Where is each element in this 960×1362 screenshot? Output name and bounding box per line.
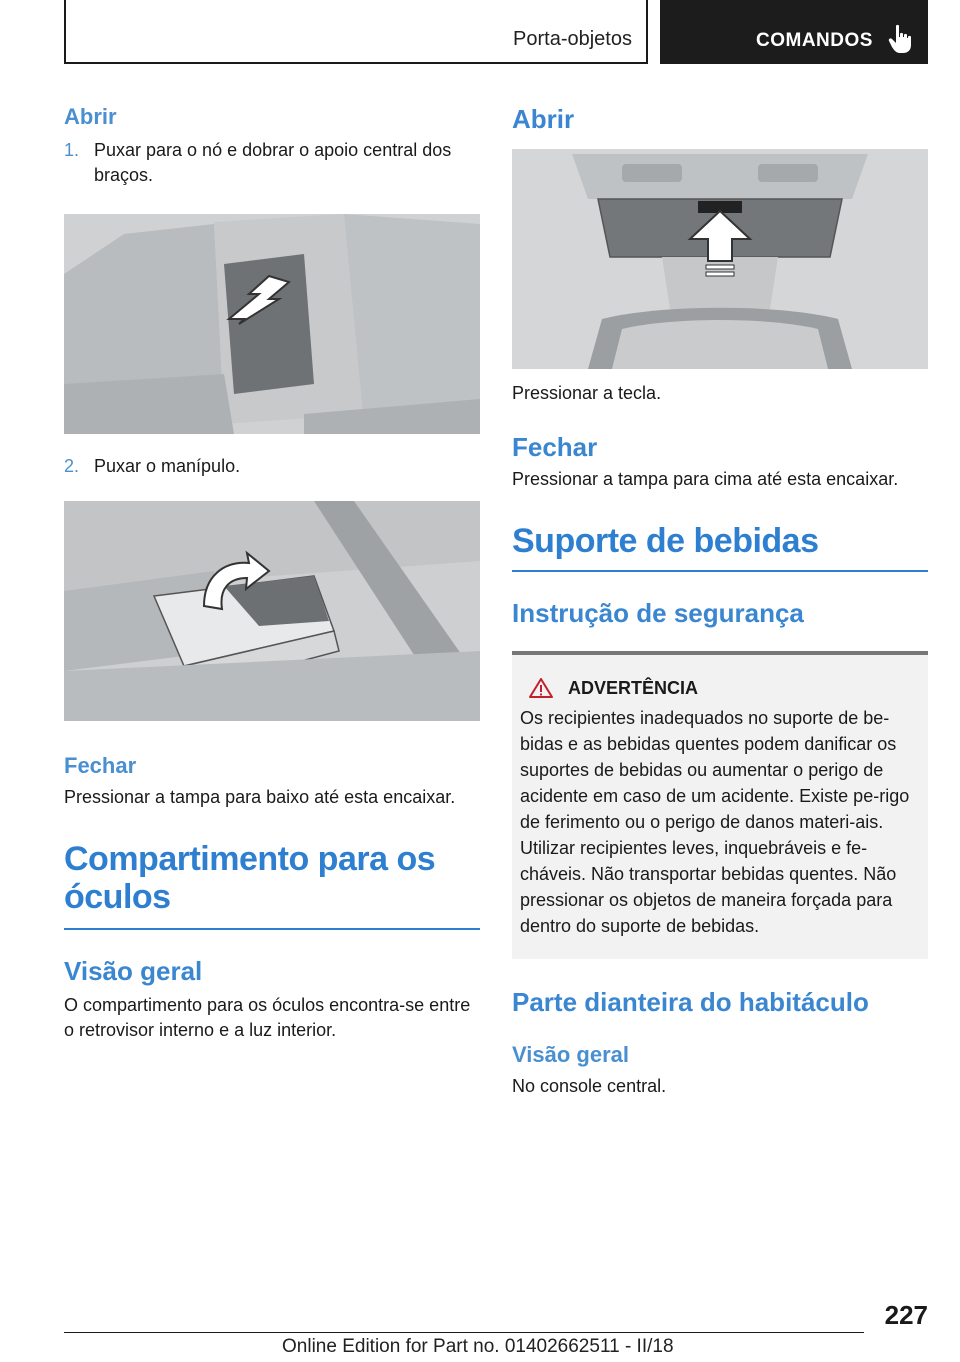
open-heading-left: Abrir (64, 104, 117, 129)
overview-text-right: No console central. (512, 1076, 667, 1096)
step-text: Puxar para o nó e dobrar o apoio central dos braços. (94, 140, 452, 185)
step-1 (64, 138, 480, 188)
warning-title-row (528, 677, 920, 699)
cup-holder-heading: Suporte de bebidas (512, 522, 819, 560)
step-number: 2. (64, 456, 80, 476)
close-text-left: Pressionar a tampa para baixo até esta encaixar. (64, 787, 456, 807)
warning-triangle-icon (528, 677, 554, 699)
heading-rule (512, 570, 928, 572)
glasses-compartment-photo (512, 149, 928, 369)
pointing-hand-icon (888, 24, 914, 54)
open-heading-right: Abrir (512, 104, 575, 134)
step-text: Puxar o manípulo. (94, 456, 241, 476)
warning-title: ADVERTÊNCIA (568, 677, 699, 698)
warning-box (512, 651, 928, 959)
header-section-box (64, 0, 648, 64)
overview-heading-right: Visão geral (512, 1042, 629, 1067)
warning-text: Os recipientes inadequados no suporte de be-bidas e as bebidas quentes podem danificar os suportes de bebidas ou aumentar o perigo de acidente em caso de um acidente. Existe pe-rigo de ferimento ou o perigo de danos materi-ais. Utilizar recipientes leves, inquebráveis e fe-cháveis. Não transportar bebidas quentes. Não pressionar os objetos de maneira forçada para dentro do suporte de bebidas. (520, 708, 910, 936)
page-number: 227 (884, 1300, 928, 1330)
open-caption-right: Pressionar a tecla. (512, 383, 662, 403)
handle-pull-photo (64, 501, 480, 721)
right-column (512, 96, 928, 1099)
front-cabin-heading: Parte dianteira do habitáculo (512, 987, 869, 1017)
step-number: 1. (64, 140, 80, 160)
heading-rule (64, 928, 480, 930)
glasses-compartment-heading: Compartimento para os óculos (64, 840, 436, 916)
page-header (64, 0, 928, 66)
close-text-right: Pressionar a tampa para cima até esta encaixar. (512, 469, 899, 489)
close-heading-left: Fechar (64, 753, 137, 778)
armrest-fold-photo (64, 214, 480, 434)
header-chapter-box (660, 0, 928, 64)
step-2 (64, 454, 480, 479)
overview-heading-left: Visão geral (64, 956, 203, 986)
safety-heading: Instrução de segurança (512, 598, 804, 628)
header-section-title: Porta-objetos (513, 28, 632, 50)
overview-text-left: O compartimento para os óculos encontra-se entre o retrovisor interno e a luz interior. (64, 995, 471, 1040)
footer-rule (64, 1332, 864, 1333)
left-column (64, 96, 480, 1043)
close-heading-right: Fechar (512, 432, 598, 462)
footer-edition: Online Edition for Part no. 01402662511 - II/18 (282, 1336, 674, 1357)
header-chapter-title: COMANDOS (756, 30, 873, 51)
